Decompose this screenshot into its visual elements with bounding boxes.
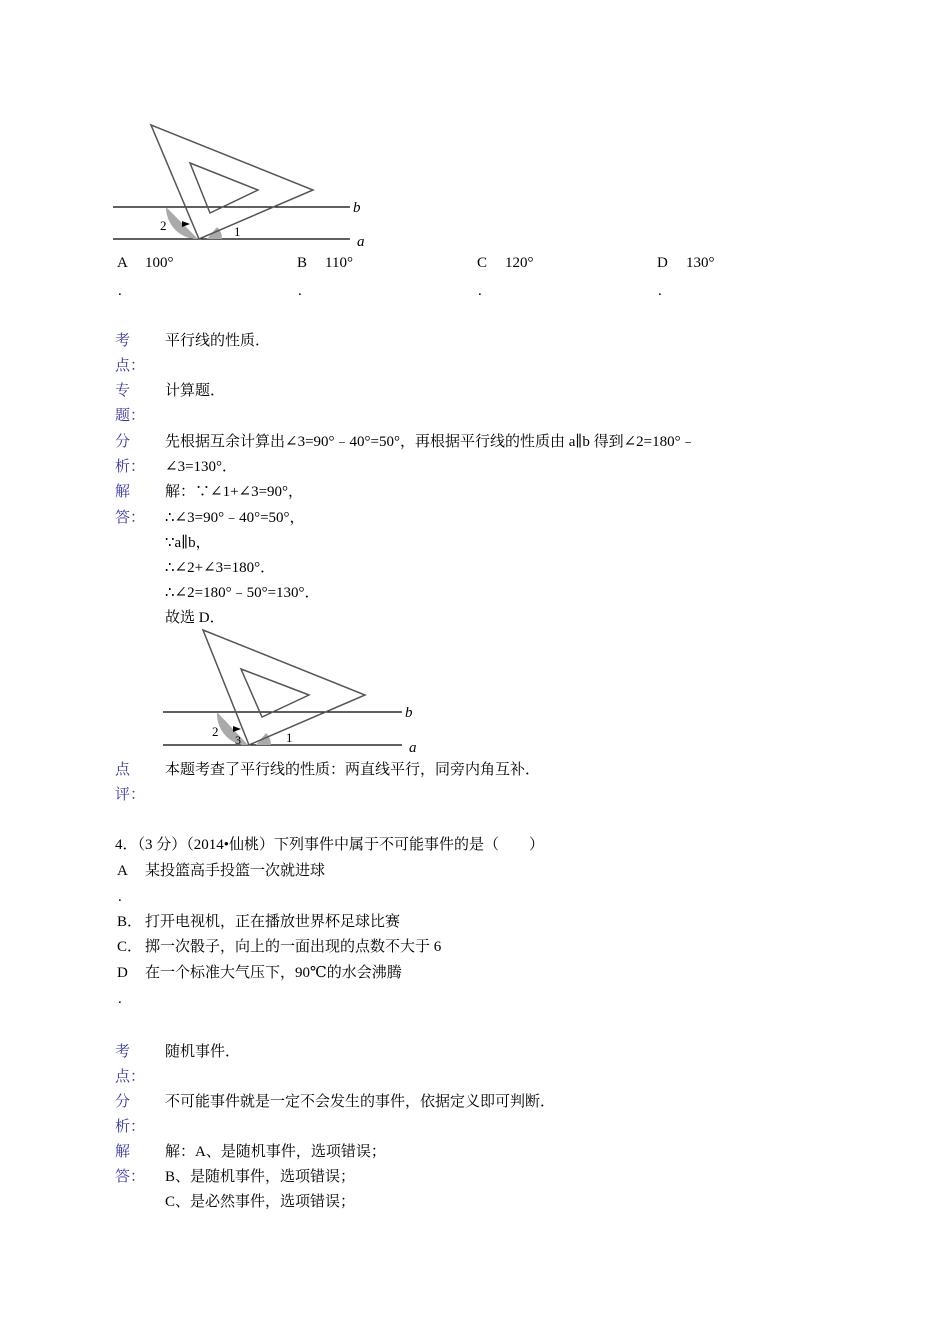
q4-jieda-line-3: C、是必然事件，选项错误； [165,1194,356,1210]
jieda-line-4: ∴∠2+∠3=180°． [165,560,276,576]
jieda-line-1: 解：∵∠1+∠3=90°， [165,484,304,500]
label-1: 1 [286,730,293,745]
q4-option-c-text: 掷一次骰子，向上的一面出现的点数不大于 6 [145,939,442,955]
label-a: a [409,740,417,756]
fenxi-line-2: ∠3=130°． [165,459,238,475]
q4-option-d-text: 在一个标准大气压下，90℃的水会沸腾 [145,965,402,981]
figure-2 [162,628,422,756]
zhuanti-label-1: 专 [115,383,131,399]
option-d-letter: D [657,255,668,271]
q4-option-b-text: 打开电视机，正在播放世界杯足球比赛 [145,914,401,930]
option-b-value: 110° [325,255,353,271]
kaodian-label-2: 点： [115,358,146,374]
zhuanti-label-2: 题： [115,408,146,424]
label-a: a [357,234,365,250]
jieda-label-1: 解 [115,484,131,500]
q4-kaodian-text: 随机事件． [165,1044,241,1060]
fenxi-label-2: 析： [115,459,146,475]
fenxi-label-1: 分 [115,434,131,450]
q4-option-d-dot: . [118,991,122,1007]
q4-jieda-label-1: 解 [115,1144,131,1160]
q4-option-b-letter: B． [117,914,143,930]
q4-fenxi-label-1: 分 [115,1094,131,1110]
q4-fenxi-label-2: 析： [115,1119,146,1135]
q4-option-a-text: 某投篮高手投篮一次就进球 [145,863,326,879]
dianping-label-1: 点 [115,762,131,778]
jieda-line-2: ∴∠3=90°﹣40°=50°， [165,510,305,526]
q4-jieda-line-2: B、是随机事件，选项错误； [165,1169,356,1185]
label-b: b [405,705,413,721]
jieda-line-3: ∵a∥b， [165,535,211,551]
q4-jieda-line-1: 解：A、是随机事件，选项错误； [165,1144,386,1160]
figure-1 [110,120,370,250]
option-b-dot: . [298,283,302,299]
q4-kaodian-label-1: 考 [115,1044,131,1060]
option-c-dot: . [478,283,482,299]
q4-option-a-dot: . [118,889,122,905]
option-a-value: 100° [145,255,174,271]
dianping-text: 本题考查了平行线的性质：两直线平行，同旁内角互补． [165,762,541,778]
label-3: 3 [235,733,241,747]
q4-kaodian-label-2: 点： [115,1069,146,1085]
option-d-value: 130° [686,255,715,271]
option-a-dot: . [118,283,122,299]
jieda-line-5: ∴∠2=180°﹣50°=130°． [165,585,320,601]
q4-fenxi-text: 不可能事件就是一定不会发生的事件，依据定义即可判断． [165,1094,556,1110]
fenxi-line-1: 先根据互余计算出∠3=90°﹣40°=50°，再根据平行线的性质由 a∥b 得到∠2=180°﹣ [165,434,696,450]
jieda-line-6: 故选 D． [165,610,225,626]
kaodian-text: 平行线的性质． [165,333,271,349]
q4-option-c-letter: C． [117,939,143,955]
dianping-label-2: 评： [115,787,146,803]
q4-option-a-letter: A [117,863,128,879]
q4-stem: 4．（3 分）（2014•仙桃）下列事件中属于不可能事件的是（ ） [115,837,545,853]
label-b: b [353,200,361,216]
label-2: 2 [212,724,219,739]
label-1: 1 [234,224,241,239]
label-2: 2 [160,218,167,233]
zhuanti-text: 计算题． [165,383,226,399]
kaodian-label-1: 考 [115,333,131,349]
option-d-dot: . [658,283,662,299]
q4-option-d-letter: D [117,965,128,981]
q4-jieda-label-2: 答： [115,1169,146,1185]
option-c-letter: C [477,255,488,271]
option-a-letter: A [117,255,128,271]
jieda-label-2: 答： [115,510,146,526]
option-c-value: 120° [505,255,534,271]
option-b-letter: B [297,255,308,271]
